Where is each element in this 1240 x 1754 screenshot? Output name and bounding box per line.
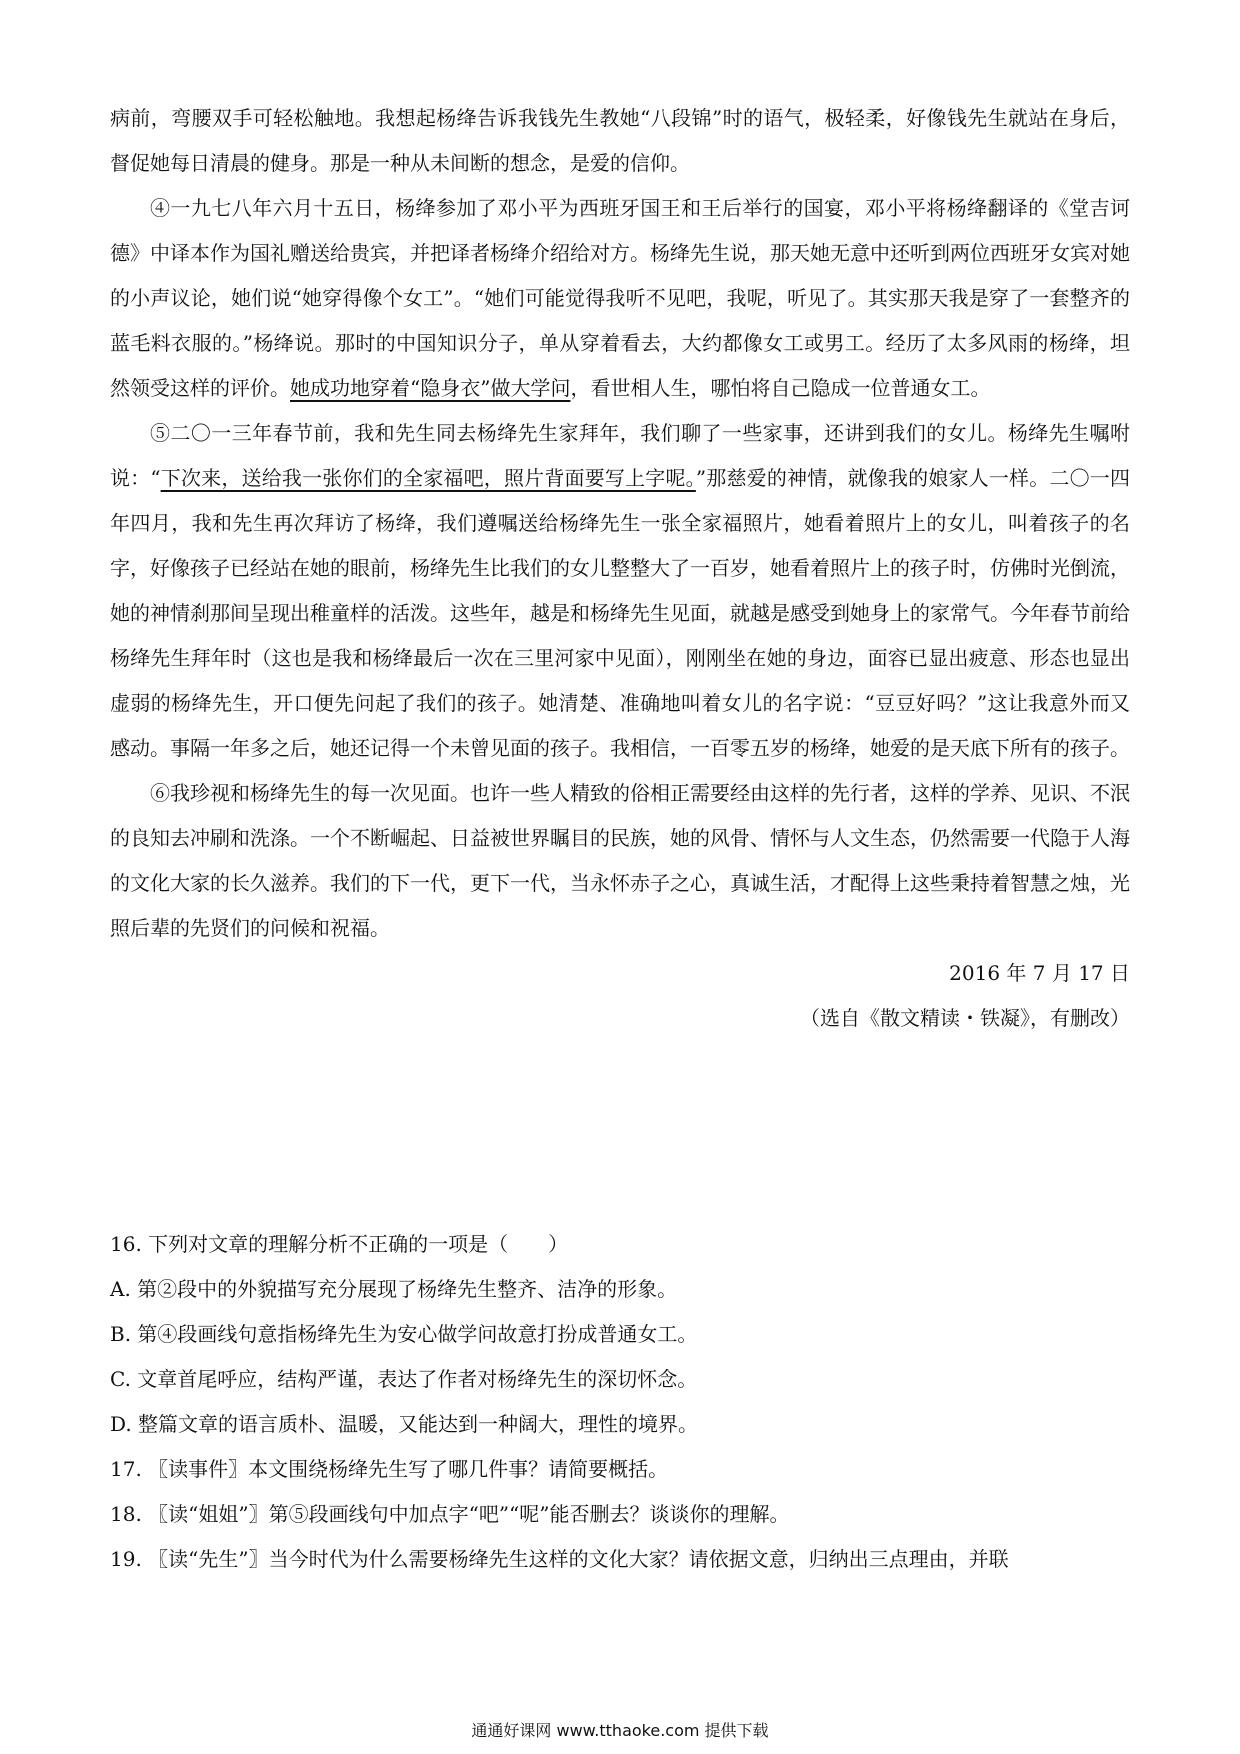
- paragraph-5: [110, 411, 1130, 771]
- option-c: C. 文章首尾呼应，结构严谨，表达了作者对杨绛先生的深切怀念。: [110, 1367, 698, 1391]
- article-date: 2016 年 7 月 17 日: [949, 961, 1130, 985]
- questions-section: [110, 1222, 1130, 1582]
- paragraph-4-text-end: ，看世相人生，哪怕将自己隐成一位普通女工。: [570, 376, 991, 400]
- question-16: 16. 下列对文章的理解分析不正确的一项是（ ）: [110, 1232, 569, 1256]
- paragraph-6: ⑥我珍视和杨绛先生的每一次见面。也许一些人精致的俗相正需要经由这样的先行者，这样的学养、见识、不泯的良知去冲刷和洗涤。一个不断崛起、日益被世界瞩目的民族，她的风骨、情怀与人文生态，仍然需要一代隐于人海的文化大家的长久滋养。我们的下一代，更下一代，当永怀赤子之心，真诚生活，才配得上这些秉持着智慧之烛，光照后辈的先贤们的问候和祝福。: [110, 781, 1130, 940]
- article-source: （选自《散文精读・铁凝》，有删改）: [800, 1006, 1130, 1030]
- question-19: 19. 〖读“先生”〗当今时代为什么需要杨绛先生这样的文化大家？请依据文意，归纳出三点理由，并联: [110, 1547, 1009, 1571]
- option-d: D. 整篇文章的语言质朴、温暖，又能达到一种阔大，理性的境界。: [110, 1412, 699, 1436]
- paragraph-continued: 病前，弯腰双手可轻松触地。我想起杨绛告诉我钱先生教她“八段锦”时的语气，极轻柔，好像钱先生就站在身后，督促她每日清晨的健身。那是一种从未间断的想念，是爱的信仰。: [110, 106, 1130, 175]
- question-18: 18. 〖读“姐姐”〗第⑤段画线句中加点字“吧”“呢”能否删去？谈谈你的理解。: [110, 1502, 790, 1526]
- paragraph-5-text: ⑤二〇一三年春节前，我和先生同去杨绛先生家拜年，我们聊了一些家事，还讲到我们的女儿。杨绛先生嘱咐说：“: [110, 421, 1130, 490]
- underlined-sentence-4: 她成功地穿着“隐身衣”做大学问: [290, 376, 571, 400]
- question-17: 17. 〖读事件〗本文围绕杨绛先生写了哪几件事？请简要概括。: [110, 1457, 669, 1481]
- paragraph-4: [110, 186, 1130, 411]
- paragraph-4-text: ④一九七八年六月十五日，杨绛参加了邓小平为西班牙国王和王后举行的国宴，邓小平将杨绛翻译的《堂吉诃德》中译本作为国礼赠送给贵宾，并把译者杨绛介绍给对方。杨绛先生说，那天她无意中还听到两位西班牙女宾对她的小声议论，她们说“她穿得像个女工”。“她们可能觉得我听不见吧，我呢，听见了。其实那天我是穿了一套整齐的蓝毛料衣服的。”杨绛说。那时的中国知识分子，单从穿着看去，大约都像女工或男工。经历了太多风雨的杨绛，坦然领受这样的评价。: [110, 196, 1130, 400]
- option-b: B. 第④段画线句意指杨绛先生为安心做学问故意打扮成普通女工。: [110, 1322, 698, 1346]
- article-body: [110, 96, 1130, 1041]
- underlined-sentence-5: 下次来，送给我一张你们的全家福吧，照片背面要写上字呢。: [160, 466, 696, 490]
- paragraph-5-text-end: ”那慈爱的神情，就像我的娘家人一样。二〇一四年四月，我和先生再次拜访了杨绛，我们遵嘱送给杨绛先生一张全家福照片，她看着照片上的女儿，叫着孩子的名字，好像孩子已经站在她的眼前，杨绛先生比我们的女儿整整大了一百岁，她看着照片上的孩子时，仿佛时光倒流，她的神情刹那间呈现出稚童样的活泼。这些年，越是和杨绛先生见面，就越是感受到她身上的家常气。今年春节前给杨绛先生拜年时（这也是我和杨绛最后一次在三里河家中见面），刚刚坐在她的身边，面容已显出疲意、形态也显出虚弱的杨绛先生，开口便先问起了我们的孩子。她清楚、准确地叫着女儿的名字说：“豆豆好吗？”这让我意外而又感动。事隔一年多之后，她还记得一个未曾见面的孩子。我相信，一百零五岁的杨绛，她爱的是天底下所有的孩子。: [110, 466, 1130, 760]
- option-a: A. 第②段中的外貌描写充分展现了杨绛先生整齐、洁净的形象。: [110, 1277, 678, 1301]
- page-footer: 通通好课网 www.tthaoke.com 提供下载: [471, 1721, 769, 1740]
